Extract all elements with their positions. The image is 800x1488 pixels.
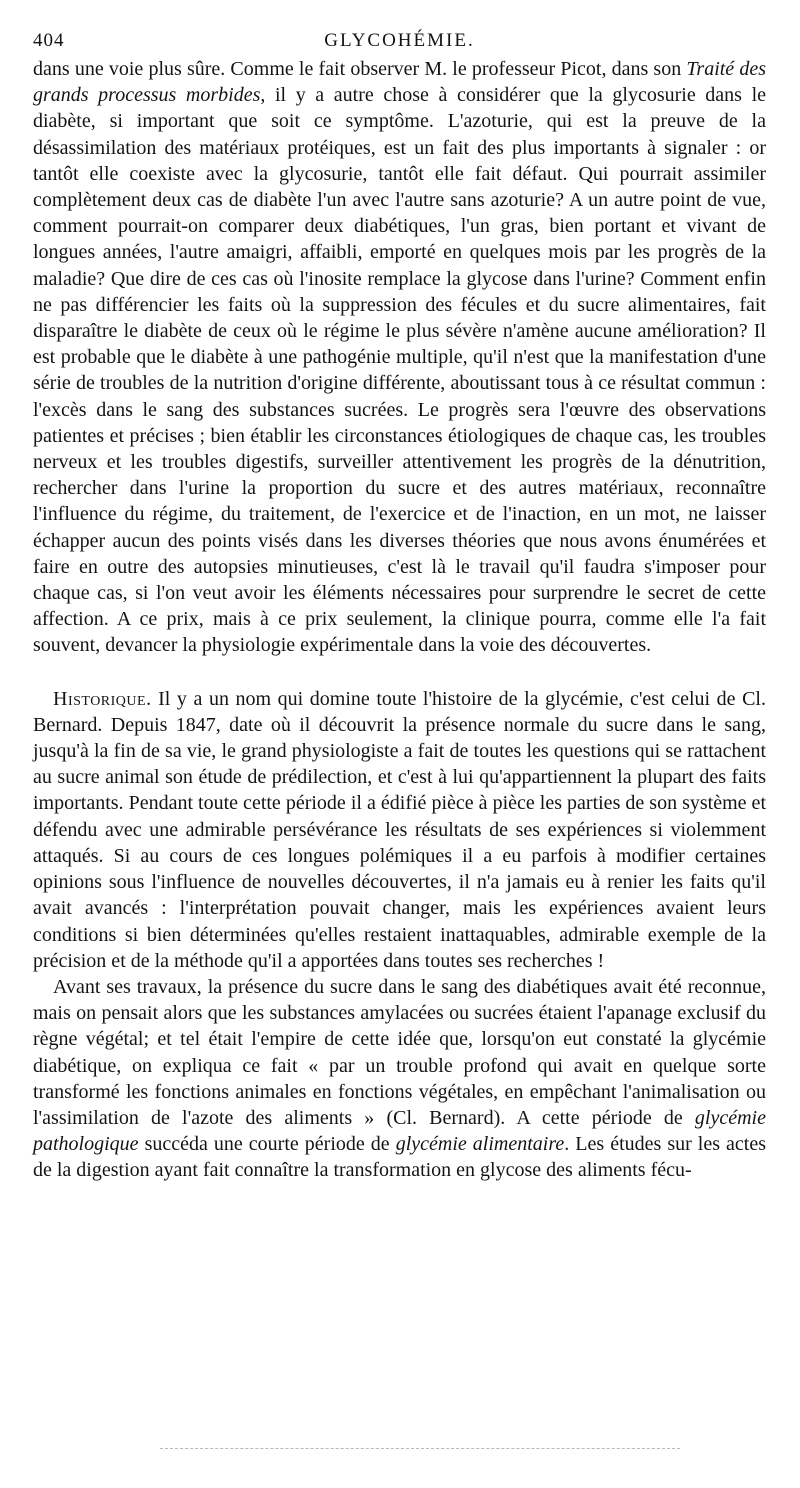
running-title: GLYCOHÉMIE. (324, 30, 475, 51)
text-run: Il y a un nom qui domine toute l'histoire de la glycémie, c'est celui de Cl. Bernard. Depuis 1847, date où il découvrit la présence normale du sucre dans le sang, jusqu'à la fin de sa vie, le grand physiologiste a fait de toutes les questions qui se rattachent au sucre animal son étude de prédilection, et c'est à lui qu'appartiennent la plupart des faits importants. Pendant toute cette période il a édifié pièce à pièce les parties de son système et défendu avec une admirable persévérance les résultats de ses expériences si violemment attaqués. Si au cours de ces longues polémiques il a eu parfois à modifier certaines opinions sous l'influence de nouvelles découvertes, il n'a jamais eu à renier les faits qu'il avait avancés : l'interprétation pouvait changer, mais les expériences avaient leurs conditions si bien déterminées qu'elles restaient inattaquables, admirable exemple de la précision et de la méthode qu'il a apportées dans toutes ses recherches ! (33, 687, 766, 972)
bottom-dotted-rule (160, 1448, 680, 1449)
book-page (33, 30, 766, 1184)
text-run: succéda une courte période de (138, 1133, 396, 1156)
paragraph-historique (33, 686, 766, 974)
term-emphasis: glycémie alimentaire (395, 1133, 565, 1156)
section-heading-historique: Historique. (53, 687, 152, 710)
paragraph-glycemie-periods (33, 974, 766, 1184)
text-run: . Les études sur les actes de la digestion ayant fait connaître la transformation en glycose des aliments fécu- (33, 1133, 766, 1182)
text-run: dans une voie plus sûre. Comme le fait observer M. le professeur Picot, dans son (33, 58, 687, 80)
running-head (33, 30, 766, 56)
book-title-emphasis: Traité des grands processus morbides (33, 58, 767, 107)
text-run: Avant ses travaux, la présence du sucre dans le sang des diabétiques avait été reconnue, mais on pensait alors que les substances amylacées ou sucrées étaient l'apanage exclusif du règne végétal; et tel était l'empire de cette idée que, lorsqu'on eut constaté la glycémie diabétique, on expliqua ce fait « par un trouble profond qui avait en quelque sorte transformé les fonctions animales en fonctions végétales, en empêchant l'animalisation ou l'assimilation de l'azote des aliments » (Cl. Bernard). A cette période de (33, 975, 766, 1129)
page-number: 404 (33, 30, 65, 51)
text-run: , il y a autre chose à considérer que la glycosurie dans le diabète, si important que soit ce symptôme. L'azoturie, qui est la preuve de la désassimilation des matériaux protéiques, est un fait des plus importants à signaler : or tantôt elle coexiste avec la glycosurie, tantôt elle fait défaut. Qui pourrait assimiler complètement deux cas de diabète l'un avec l'autre sans azoturie? A un autre point de vue, comment pourrait-on comparer deux diabétiques, l'un gras, bien portant et vivant de longues années, l'autre amaigri, affaibli, emporté en quelques mois par les progrès de la maladie? Que dire de ces cas où l'inosite remplace la glycose dans l'urine? Comment enfin ne pas différencier les faits où la suppression des fécules et du sucre alimentaires, fait disparaître le diabète de ceux où le régime le plus sévère n'amène aucune amélioration? Il est probable que le diabète à une pathogénie multiple, qu'il n'est que la manifestation d'une série de troubles de la nutrition d'origine différente, aboutissant tous à ce résultat commun : l'excès dans le sang des substances sucrées. Le progrès sera l'œuvre des observations patientes et précises ; bien établir les circonstances étiologiques de chaque cas, les troubles nerveux et les troubles digestifs, surveiller attentivement les progrès de la dénutrition, rechercher dans l'urine la proportion du sucre et des autres matériaux, reconnaître l'influence du régime, du traitement, de l'exercice et de l'inaction, en un mot, ne laisser échapper aucun des points visés dans les diverses théories que nous avons énumérées et faire en outre des autopsies minutieuses, c'est là le travail qu'il faudra s'imposer pour chaque cas, si l'on veut avoir les éléments nécessaires pour surprendre le secret de cette affection. A ce prix, mais à ce prix seulement, la clinique pourra, comme elle l'a fait souvent, devancer la physiologie expérimentale dans la voie des découvertes. (33, 84, 767, 657)
term-emphasis: glycémie pathologique (33, 1106, 766, 1156)
paragraph-diabetes-pathogeny (33, 56, 766, 659)
